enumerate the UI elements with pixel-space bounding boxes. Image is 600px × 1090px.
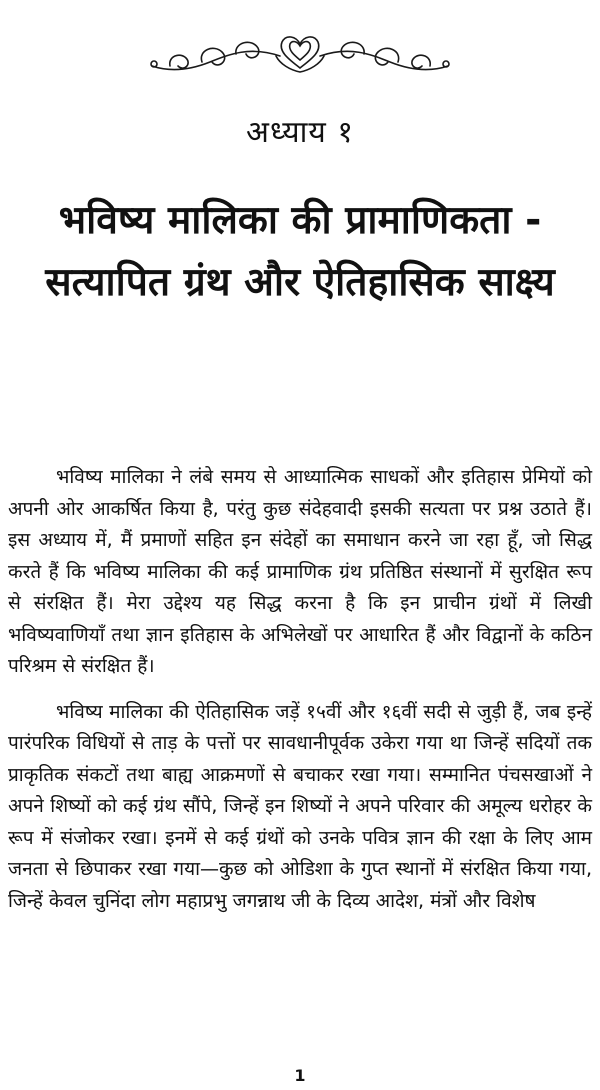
heart-scroll-flourish-icon (140, 26, 460, 82)
page-number: 1 (294, 1066, 306, 1085)
chapter-body (8, 462, 592, 931)
body-paragraph: भविष्य मालिका ने लंबे समय से आध्यात्मिक साधकों और इतिहास प्रेमियों को अपनी ओर आकर्षित किया है, परंतु कुछ संदेहवादी इसकी सत्यता पर प्रश्न उठाते हैं। इस अध्याय में, मैं प्रमाणों सहित इन संदेहों का समाधान करने जा रहा हूँ, जो सिद्ध करते हैं कि भविष्य मालिका की कई प्रामाणिक ग्रंथ प्रतिष्ठित संस्थानों में सुरक्षित रूप से संरक्षित हैं। मेरा उद्देश्य यह सिद्ध करना है कि इन प्राचीन ग्रंथों में लिखी भविष्यवाणियाँ तथा ज्ञान इतिहास के अभिलेखों पर आधारित हैं और विद्वानों के कठिन परिश्रम से संरक्षित हैं। (8, 466, 592, 677)
chapter-title: भविष्य मालिका की प्रामाणिकता - सत्यापित ग्रंथ और ऐतिहासिक साक्ष्य (45, 198, 555, 305)
body-paragraph: भविष्य मालिका की ऐतिहासिक जड़ें १५वीं और १६वीं सदी से जुड़ी हैं, जब इन्हें पारंपरिक विधियों से ताड़ के पत्तों पर सावधानीपूर्वक उकेरा गया था जिन्हें सदियों तक प्राकृतिक संकटों तथा बाह्य आक्रमणों से बचाकर रखा गया। सम्मानित पंचसखाओं ने अपने शिष्यों को कई ग्रंथ सौंपे, जिन्हें इन शिष्यों ने अपने परिवार की अमूल्य धरोहर के रूप में संजोकर रखा। इनमें से कई ग्रंथों को उनके पवित्र ज्ञान की रक्षा के लिए आम जनता से छिपाकर रखा गया—कुछ को ओडिशा के गुप्त स्थानों में संरक्षित किया गया, जिन्हें केवल चुनिंदा लोग महाप्रभु जगन्नाथ जी के दिव्य आदेश, मंत्रों और विशेष (8, 700, 592, 912)
chapter-label: अध्याय १ (246, 115, 354, 150)
